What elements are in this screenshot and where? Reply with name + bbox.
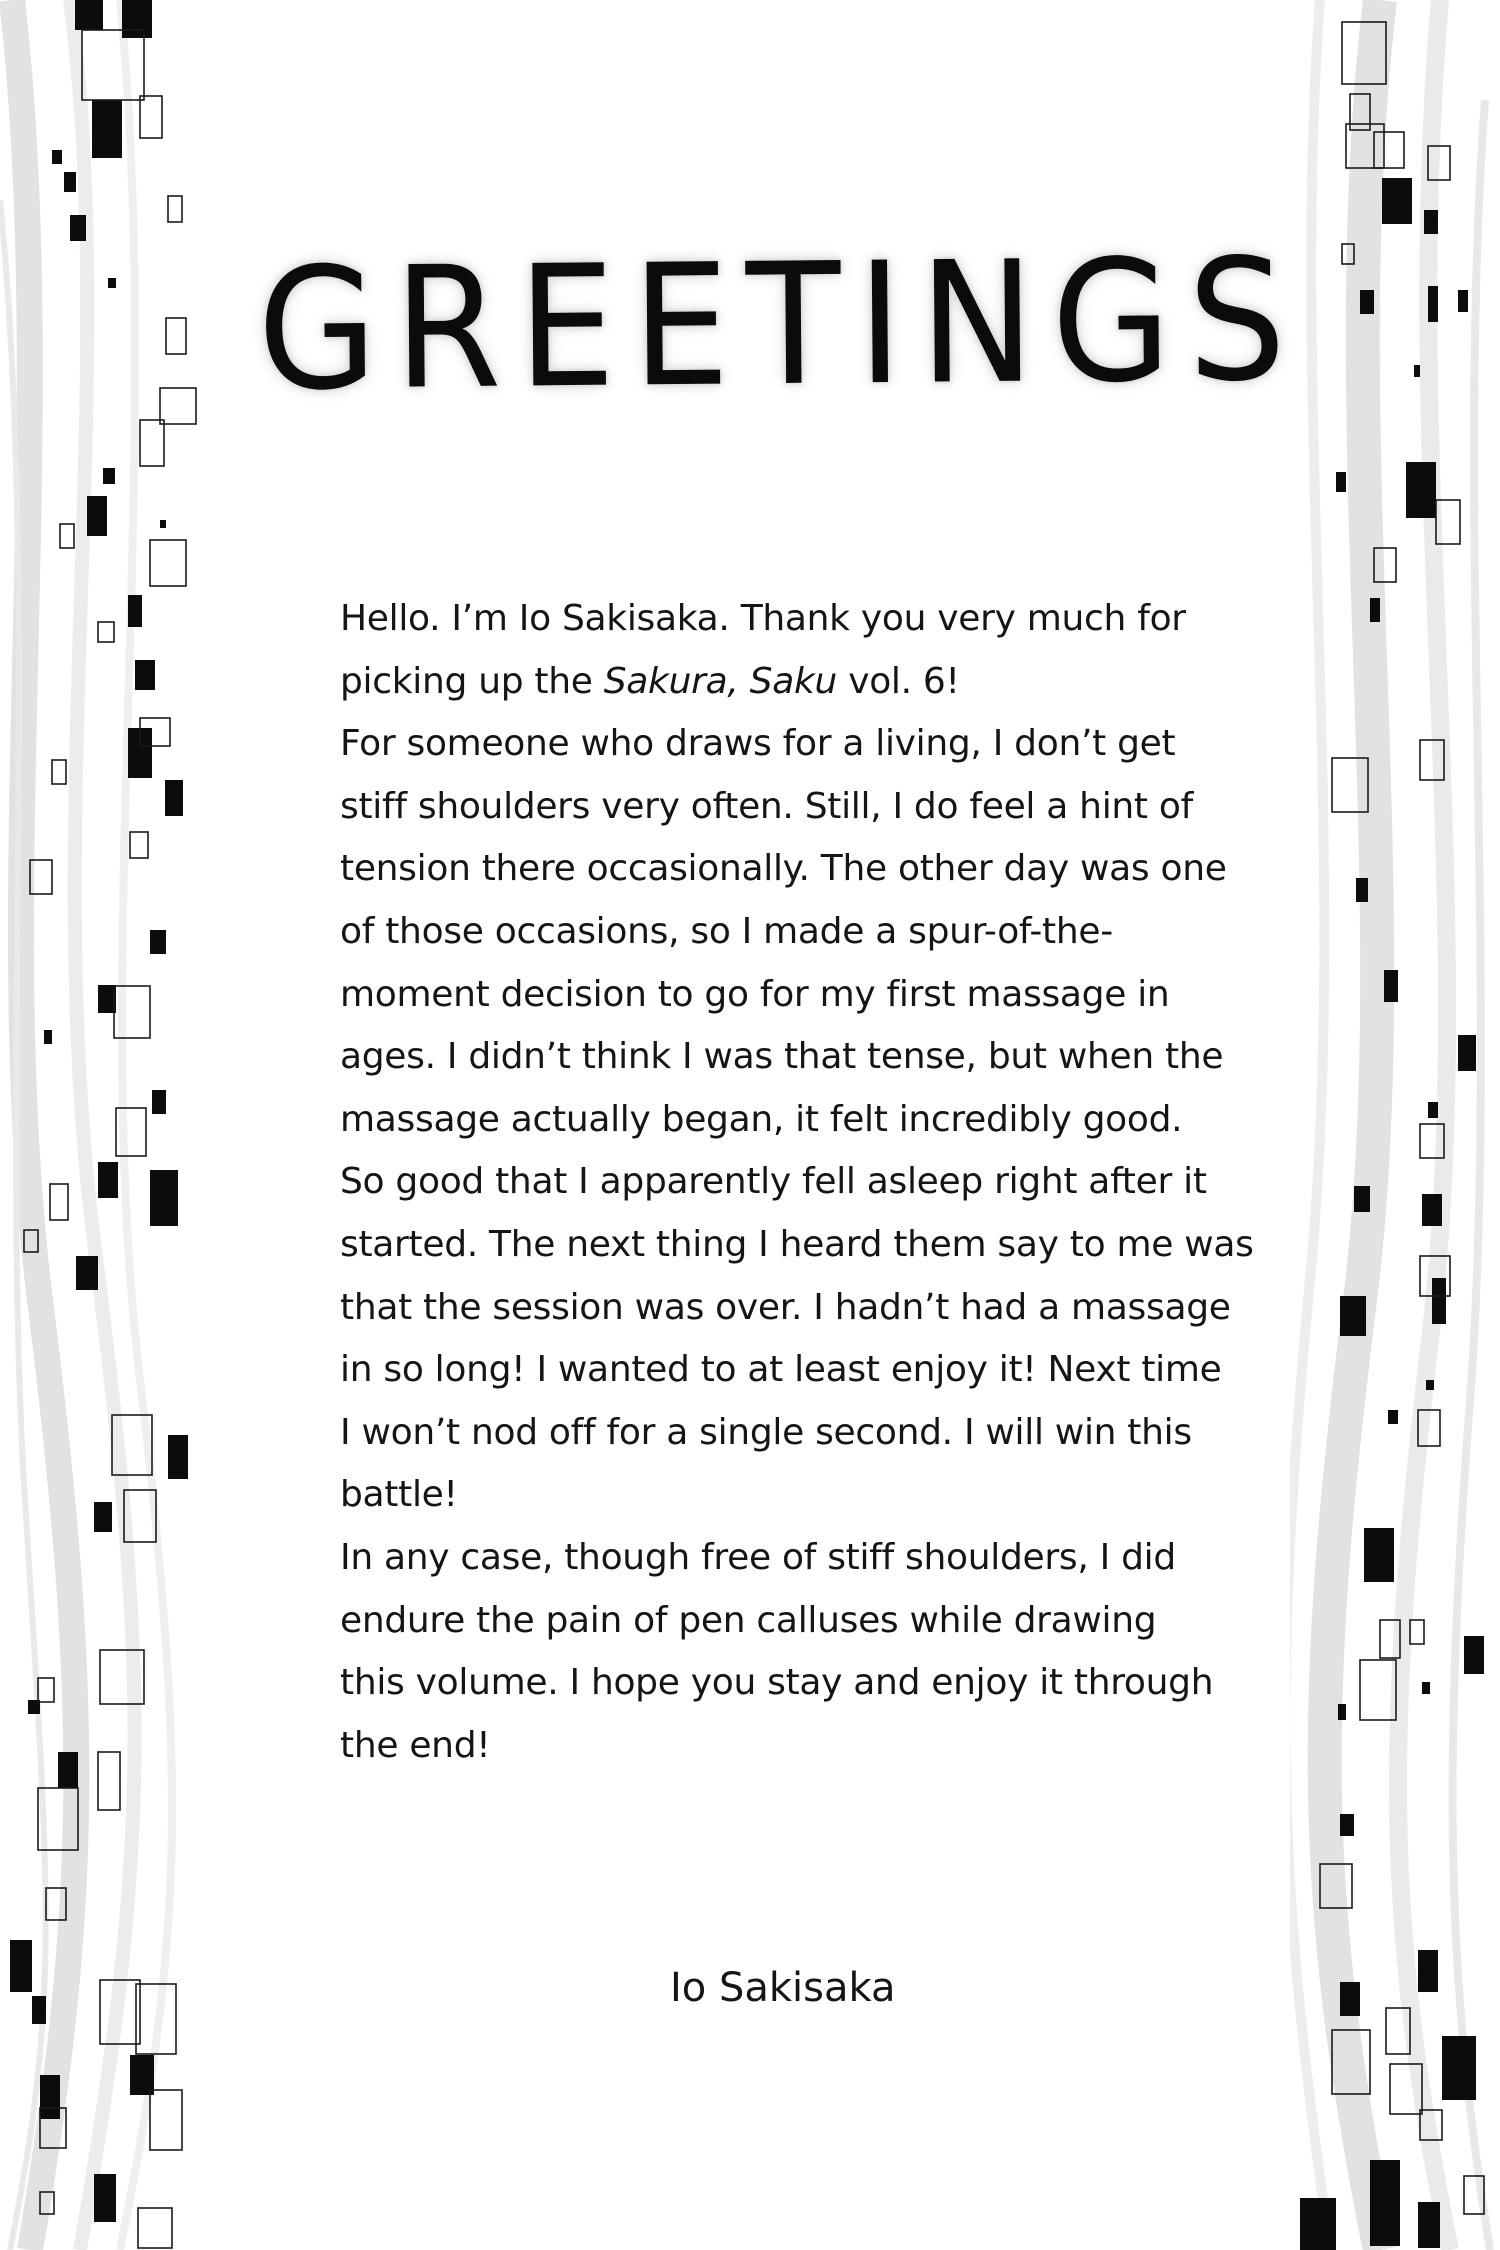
right-square — [1370, 598, 1380, 622]
left-square — [94, 2174, 116, 2222]
right-square — [1424, 210, 1438, 234]
letter-line-text: ages. I didn’t think I was that tense, but when the — [340, 1036, 1224, 1078]
letter-line — [340, 838, 1240, 901]
letter-line — [340, 1402, 1240, 1465]
left-outline-square — [50, 1184, 68, 1220]
letter-line — [340, 1715, 1240, 1778]
right-square — [1384, 970, 1398, 1002]
right-square — [1340, 1982, 1360, 2016]
left-square — [128, 595, 142, 627]
right-border-art — [1290, 0, 1500, 2250]
letter-line-text: So good that I apparently fell asleep right after it — [340, 1161, 1207, 1203]
right-square — [1442, 2036, 1476, 2100]
letter-line — [340, 713, 1240, 776]
letter-line-text: stiff shoulders very often. Still, I do feel a hint of — [340, 785, 1193, 827]
letter-line-text: the end! — [340, 1724, 491, 1766]
right-square — [1360, 290, 1374, 314]
letter-line-text: battle! — [340, 1474, 458, 1516]
left-outline-square — [140, 420, 164, 466]
letter-line-text: massage actually began, it felt incredibly good. — [340, 1098, 1183, 1140]
left-border-art — [0, 0, 230, 2250]
left-outline-square — [150, 2090, 182, 2150]
left-square — [150, 930, 166, 954]
letter-line-text: this volume. I hope you stay and enjoy it through — [340, 1662, 1214, 1704]
right-ribbon-stripe — [1325, 0, 1380, 2250]
page-title: GREETINGS — [256, 222, 1304, 428]
left-outline-square — [98, 622, 114, 642]
right-ribbon-stripe — [1453, 100, 1490, 2250]
right-square — [1340, 1814, 1354, 1836]
letter-line — [340, 776, 1240, 839]
left-square — [130, 2055, 154, 2095]
right-square — [1338, 1704, 1346, 1720]
left-square — [168, 1435, 188, 1479]
left-outline-square — [140, 96, 162, 138]
letter-line — [340, 964, 1240, 1027]
letter-line-text: For someone who draws for a living, I don’t get — [340, 723, 1176, 765]
left-outline-square — [130, 832, 148, 858]
letter-line-text: In any case, though free of stiff shoulders, I did — [340, 1536, 1176, 1578]
right-square — [1414, 365, 1420, 377]
letter-line — [340, 1277, 1240, 1340]
left-square — [70, 215, 86, 241]
left-square — [103, 468, 115, 484]
author-signature: Io Sakisaka — [670, 1965, 896, 2011]
letter-line-text: endure the pain of pen calluses while drawing — [340, 1599, 1157, 1641]
right-square — [1382, 178, 1412, 224]
right-square — [1364, 1528, 1394, 1582]
letter-line-text: I won’t nod off for a single second. I will win this — [340, 1411, 1192, 1453]
right-ribbon-stripe — [1398, 0, 1450, 2250]
left-square — [165, 780, 183, 816]
letter-line-text: Hello. I’m Io Sakisaka. Thank you very much for — [340, 598, 1186, 639]
right-square — [1464, 1636, 1484, 1674]
letter-line-text: moment decision to go for my first massage in — [340, 973, 1170, 1015]
letter-line — [340, 1089, 1240, 1152]
right-square — [1354, 1186, 1370, 1212]
right-square — [1336, 472, 1346, 492]
letter-line — [340, 651, 1240, 714]
page-title-block — [256, 222, 1304, 428]
right-square — [1428, 286, 1438, 322]
left-outline-square — [98, 1752, 120, 1810]
letter-line-text: in so long! I wanted to at least enjoy it! Next time — [340, 1349, 1222, 1391]
right-square — [1418, 2202, 1440, 2248]
greeting-letter — [340, 588, 1254, 1777]
left-square — [58, 1752, 78, 1788]
left-square — [108, 278, 116, 288]
letter-line — [340, 1026, 1240, 1089]
letter-line — [340, 588, 1240, 651]
left-square — [32, 1996, 46, 2024]
right-square — [1340, 1296, 1366, 1336]
letter-line — [340, 1151, 1240, 1214]
left-outline-square — [150, 540, 186, 586]
right-square — [1458, 290, 1468, 312]
right-decorative-border — [1290, 0, 1500, 2250]
left-square — [10, 1940, 32, 1992]
left-square — [40, 2075, 60, 2119]
left-outline-square — [138, 2208, 172, 2248]
letter-line — [340, 1214, 1254, 1277]
letter-line-text: that the session was over. I hadn’t had a massage — [340, 1286, 1231, 1328]
letter-line-text: tension there occasionally. The other day was one — [340, 848, 1227, 890]
right-square — [1406, 462, 1436, 518]
left-outline-square — [38, 1678, 54, 1702]
right-ribbon-stripes — [1290, 0, 1490, 2250]
right-square — [1422, 1194, 1442, 1226]
left-square — [44, 1030, 52, 1044]
right-square — [1428, 1102, 1438, 1118]
left-square — [64, 172, 76, 192]
left-decorative-border — [0, 0, 230, 2250]
right-square — [1422, 1682, 1430, 1694]
left-square — [94, 1502, 112, 1532]
letter-line — [340, 1339, 1240, 1402]
left-square — [152, 1090, 166, 1114]
left-square — [87, 496, 107, 536]
left-square — [135, 660, 155, 690]
right-square — [1356, 878, 1368, 902]
letter-line — [340, 1652, 1240, 1715]
right-square — [1418, 1950, 1438, 1992]
right-square — [1300, 2198, 1336, 2250]
left-outline-square — [52, 760, 66, 784]
letter-line-text: started. The next thing I heard them say to me was — [340, 1223, 1254, 1265]
right-square — [1388, 1410, 1398, 1424]
letter-line — [340, 901, 1240, 964]
letter-line-text: of those occasions, so I made a spur-of-the- — [340, 910, 1113, 952]
left-square — [92, 100, 122, 158]
right-square — [1370, 2160, 1400, 2246]
right-square — [1432, 1278, 1446, 1324]
left-outline-square — [60, 524, 74, 548]
left-outline-square — [160, 388, 196, 424]
letter-line — [340, 1527, 1240, 1590]
letter-line — [340, 1464, 1240, 1527]
left-square — [98, 1162, 118, 1198]
letter-line-text: vol. 6! — [837, 660, 960, 702]
left-outline-square — [168, 196, 182, 222]
left-square — [122, 0, 152, 38]
letter-line — [340, 1590, 1240, 1653]
left-square — [76, 1256, 98, 1290]
book-title: Sakura, Saku — [603, 660, 838, 702]
right-square — [1458, 1035, 1476, 1071]
right-square — [1426, 1380, 1434, 1390]
left-square — [52, 150, 62, 164]
left-square — [150, 1170, 178, 1226]
left-square — [75, 0, 103, 30]
letter-line-text: picking up the — [340, 660, 604, 702]
left-outline-square — [166, 318, 186, 354]
left-outline-square — [82, 30, 144, 100]
left-square — [160, 520, 166, 528]
